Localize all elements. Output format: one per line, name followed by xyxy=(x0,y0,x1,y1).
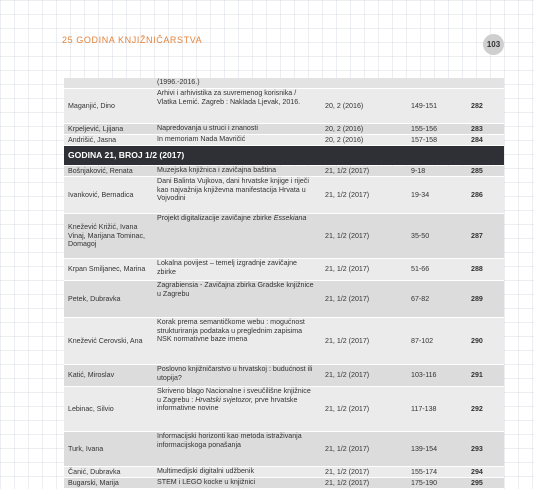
volume-cell-text: 21, 1/2 (2017) xyxy=(325,166,370,175)
entry-number-cell-text: 284 xyxy=(471,135,483,144)
author-cell-text: Katić, Miroslav xyxy=(68,371,115,380)
entry-number-cell xyxy=(467,177,504,213)
title-text: STEM i LEGO kocke u knjižnici xyxy=(157,478,256,486)
volume-cell-text: 21, 1/2 (2017) xyxy=(325,444,370,453)
entry-number-cell xyxy=(467,432,504,466)
pages-cell-text: 67-82 xyxy=(411,294,430,303)
pages-cell xyxy=(407,365,467,386)
pages-cell xyxy=(407,281,467,317)
pages-cell xyxy=(407,318,467,364)
title-cell xyxy=(153,432,319,466)
author-cell xyxy=(64,166,153,176)
entry-number-cell xyxy=(467,214,504,258)
author-cell xyxy=(64,432,153,466)
title-text: In memoriam Nada Mavričić xyxy=(157,135,246,143)
entry-number-cell xyxy=(467,365,504,386)
author-cell xyxy=(64,177,153,213)
table-row xyxy=(64,89,504,124)
table-row xyxy=(64,177,504,214)
entry-number-cell xyxy=(467,166,504,176)
entry-number-cell xyxy=(467,478,504,488)
author-cell xyxy=(64,365,153,386)
entry-number-cell xyxy=(467,259,504,280)
volume-cell-text: 20, 2 (2016) xyxy=(325,124,364,133)
title-cell xyxy=(153,467,319,477)
page-number-badge: 103 xyxy=(483,34,504,55)
title-cell xyxy=(153,259,319,280)
title-text: Poslovno knjižničarstvo u hrvatskoj : budućnost ili utopija? xyxy=(157,365,313,382)
volume-cell xyxy=(319,214,407,258)
author-cell-text: Maganjić, Dino xyxy=(68,101,115,110)
pages-cell xyxy=(407,166,467,176)
volume-cell-text: 20, 2 (2016) xyxy=(325,135,364,144)
entry-number-cell xyxy=(467,124,504,134)
pages-cell-text: 9-18 xyxy=(411,166,426,175)
title-cell xyxy=(153,135,319,145)
author-cell-text: Bugarski, Marija xyxy=(68,478,119,487)
pages-cell-text: 175-190 xyxy=(411,478,438,487)
entry-number-cell-text: 295 xyxy=(471,478,483,487)
volume-cell xyxy=(319,177,407,213)
title-text: Lokalna povijest – temelj izgradnje zavičajne zbirke xyxy=(157,259,297,276)
pages-cell xyxy=(407,135,467,145)
entry-number-cell-text: 293 xyxy=(471,444,483,453)
entry-number-cell-text: 283 xyxy=(471,124,483,133)
volume-cell xyxy=(319,467,407,477)
volume-cell-text: 21, 1/2 (2017) xyxy=(325,371,370,380)
title-cell xyxy=(153,365,319,386)
author-cell-text: Turk, Ivana xyxy=(68,444,104,453)
table-top-rows xyxy=(64,78,504,146)
author-cell xyxy=(64,387,153,431)
title-cell xyxy=(153,78,319,88)
title-cell xyxy=(153,214,319,258)
entry-number-cell-text: 290 xyxy=(471,336,483,345)
table-row xyxy=(64,318,504,365)
volume-cell xyxy=(319,89,407,123)
title-text: Korak prema semantičkome webu : mogućnost strukturiranja podataka u preglednim zapisima NSK normativne baze imena xyxy=(157,318,305,343)
author-cell-text: Ivanković, Bernadica xyxy=(68,190,134,199)
volume-cell-text: 21, 1/2 (2017) xyxy=(325,190,370,199)
volume-cell-text: 21, 1/2 (2017) xyxy=(325,294,370,303)
volume-cell xyxy=(319,166,407,176)
table-row xyxy=(64,135,504,146)
entry-number-cell-text: 285 xyxy=(471,166,483,175)
author-cell-text: Bošnjaković, Renata xyxy=(68,166,133,175)
entry-number-cell xyxy=(467,467,504,477)
author-cell xyxy=(64,281,153,317)
title-text: Dani Balinta Vujkova, dani hrvatske knjige i riječi kao najvažnija književna manifestacija Hrvata u Vojvodini xyxy=(157,177,309,202)
volume-cell xyxy=(319,318,407,364)
title-text: Multimedijski digitalni udžbenik xyxy=(157,467,254,475)
author-cell-text: Andrišić, Jasna xyxy=(68,135,117,144)
author-cell xyxy=(64,478,153,488)
title-text: (1996.-2016.) xyxy=(157,78,200,86)
author-cell-text: Knežević Križić, Ivana Vinaj, Marijana Tominac, Domagoj xyxy=(68,223,146,249)
volume-cell xyxy=(319,124,407,134)
entry-number-cell-text: 294 xyxy=(471,467,483,476)
pages-cell xyxy=(407,89,467,123)
title-text: Projekt digitalizacije zavičajne zbirke xyxy=(157,214,272,222)
table-row xyxy=(64,78,504,89)
entry-number-cell-text: 287 xyxy=(471,231,483,240)
pages-cell xyxy=(407,124,467,134)
pages-cell xyxy=(407,214,467,258)
entry-number-cell-text: 288 xyxy=(471,265,483,274)
table-row xyxy=(64,124,504,135)
bibliography-table xyxy=(64,78,504,489)
table-row xyxy=(64,214,504,259)
entry-number-cell-text: 286 xyxy=(471,190,483,199)
volume-cell xyxy=(319,478,407,488)
title-cell xyxy=(153,124,319,134)
author-cell-text: Krpan Smiljanec, Marina xyxy=(68,265,146,274)
author-cell-text: Petek, Dubravka xyxy=(68,294,121,303)
volume-cell xyxy=(319,281,407,317)
table-row xyxy=(64,281,504,318)
pages-cell-text: 19-34 xyxy=(411,190,430,199)
title-italic-text: Hrvatski svjetozor, xyxy=(195,395,253,404)
entry-number-cell xyxy=(467,78,504,88)
title-cell xyxy=(153,281,319,317)
author-cell xyxy=(64,467,153,477)
pages-cell-text: 157-158 xyxy=(411,135,438,144)
pages-cell xyxy=(407,177,467,213)
author-cell xyxy=(64,318,153,364)
pages-cell-text: 155-156 xyxy=(411,124,438,133)
entry-number-cell-text: 291 xyxy=(471,371,483,380)
title-text: Skriveno blago Nacionalne i sveučilišne knjižnice u Zagrebu : xyxy=(157,387,311,404)
author-cell xyxy=(64,259,153,280)
section-heading: GODINA 21, BROJ 1/2 (2017) xyxy=(64,146,504,165)
table-row xyxy=(64,467,504,478)
entry-number-cell-text: 289 xyxy=(471,294,483,303)
pages-cell-text: 35-50 xyxy=(411,231,430,240)
volume-cell xyxy=(319,259,407,280)
running-header: 25 GODINA KNJIŽNIČARSTVA xyxy=(62,35,203,45)
author-cell-text: Čanić, Dubravka xyxy=(68,467,121,476)
title-cell xyxy=(153,89,319,123)
volume-cell-text: 20, 2 (2016) xyxy=(325,101,364,110)
volume-cell-text: 21, 1/2 (2017) xyxy=(325,404,370,413)
pages-cell-text: 155-174 xyxy=(411,467,438,476)
author-cell-text: Knežević Cerovski, Ana xyxy=(68,336,143,345)
volume-cell-text: 21, 1/2 (2017) xyxy=(325,478,370,487)
pages-cell-text: 139-154 xyxy=(411,444,438,453)
volume-cell-text: 21, 1/2 (2017) xyxy=(325,265,370,274)
table-row xyxy=(64,166,504,177)
volume-cell xyxy=(319,78,407,88)
author-cell-text: Lebinac, Silvio xyxy=(68,404,114,413)
title-cell xyxy=(153,166,319,176)
title-text: Informacijski horizonti kao metoda istraživanja informacijskoga ponašanja xyxy=(157,432,302,449)
title-text: Arhivi i arhivistika za suvremenog korisnika / Vlatka Lemić. Zagreb : Naklada Ljevak, 2016. xyxy=(157,89,301,106)
entry-number-cell xyxy=(467,135,504,145)
volume-cell xyxy=(319,432,407,466)
author-cell-text: Krpeljević, Ljijana xyxy=(68,124,124,133)
table-row xyxy=(64,478,504,489)
title-italic-text: Essekiana xyxy=(273,214,307,222)
author-cell xyxy=(64,214,153,258)
pages-cell xyxy=(407,467,467,477)
volume-cell xyxy=(319,365,407,386)
entry-number-cell xyxy=(467,387,504,431)
entry-number-cell-text: 292 xyxy=(471,404,483,413)
author-cell xyxy=(64,124,153,134)
title-tail-text: prve hrvatske informativne novine xyxy=(157,395,298,412)
table-row xyxy=(64,387,504,432)
volume-cell xyxy=(319,135,407,145)
title-cell xyxy=(153,387,319,431)
entry-number-cell xyxy=(467,318,504,364)
table-row xyxy=(64,259,504,281)
title-text: Zagrabiensia - Zavičajna zbirka Gradske knjižnice u Zagrebu xyxy=(157,281,314,298)
title-cell xyxy=(153,478,319,488)
author-cell xyxy=(64,89,153,123)
entry-number-cell-text: 282 xyxy=(471,101,483,110)
pages-cell xyxy=(407,478,467,488)
volume-cell-text: 21, 1/2 (2017) xyxy=(325,231,370,240)
author-cell xyxy=(64,135,153,145)
pages-cell-text: 51-66 xyxy=(411,265,430,274)
title-text: Napredovanja u struci i znanosti xyxy=(157,124,258,132)
pages-cell-text: 117-138 xyxy=(411,404,437,413)
pages-cell xyxy=(407,432,467,466)
volume-cell-text: 21, 1/2 (2017) xyxy=(325,467,370,476)
title-cell xyxy=(153,318,319,364)
table-row xyxy=(64,365,504,387)
title-text: Muzejska knjižnica i zavičajna baština xyxy=(157,166,277,174)
entry-number-cell xyxy=(467,89,504,123)
entry-number-cell xyxy=(467,281,504,317)
title-cell xyxy=(153,177,319,213)
table-main-rows xyxy=(64,166,504,489)
pages-cell-text: 103-116 xyxy=(411,371,437,380)
pages-cell xyxy=(407,259,467,280)
pages-cell-text: 149-151 xyxy=(411,101,438,110)
pages-cell xyxy=(407,387,467,431)
pages-cell xyxy=(407,78,467,88)
volume-cell-text: 21, 1/2 (2017) xyxy=(325,336,370,345)
author-cell xyxy=(64,78,153,88)
volume-cell xyxy=(319,387,407,431)
pages-cell-text: 87-102 xyxy=(411,336,434,345)
